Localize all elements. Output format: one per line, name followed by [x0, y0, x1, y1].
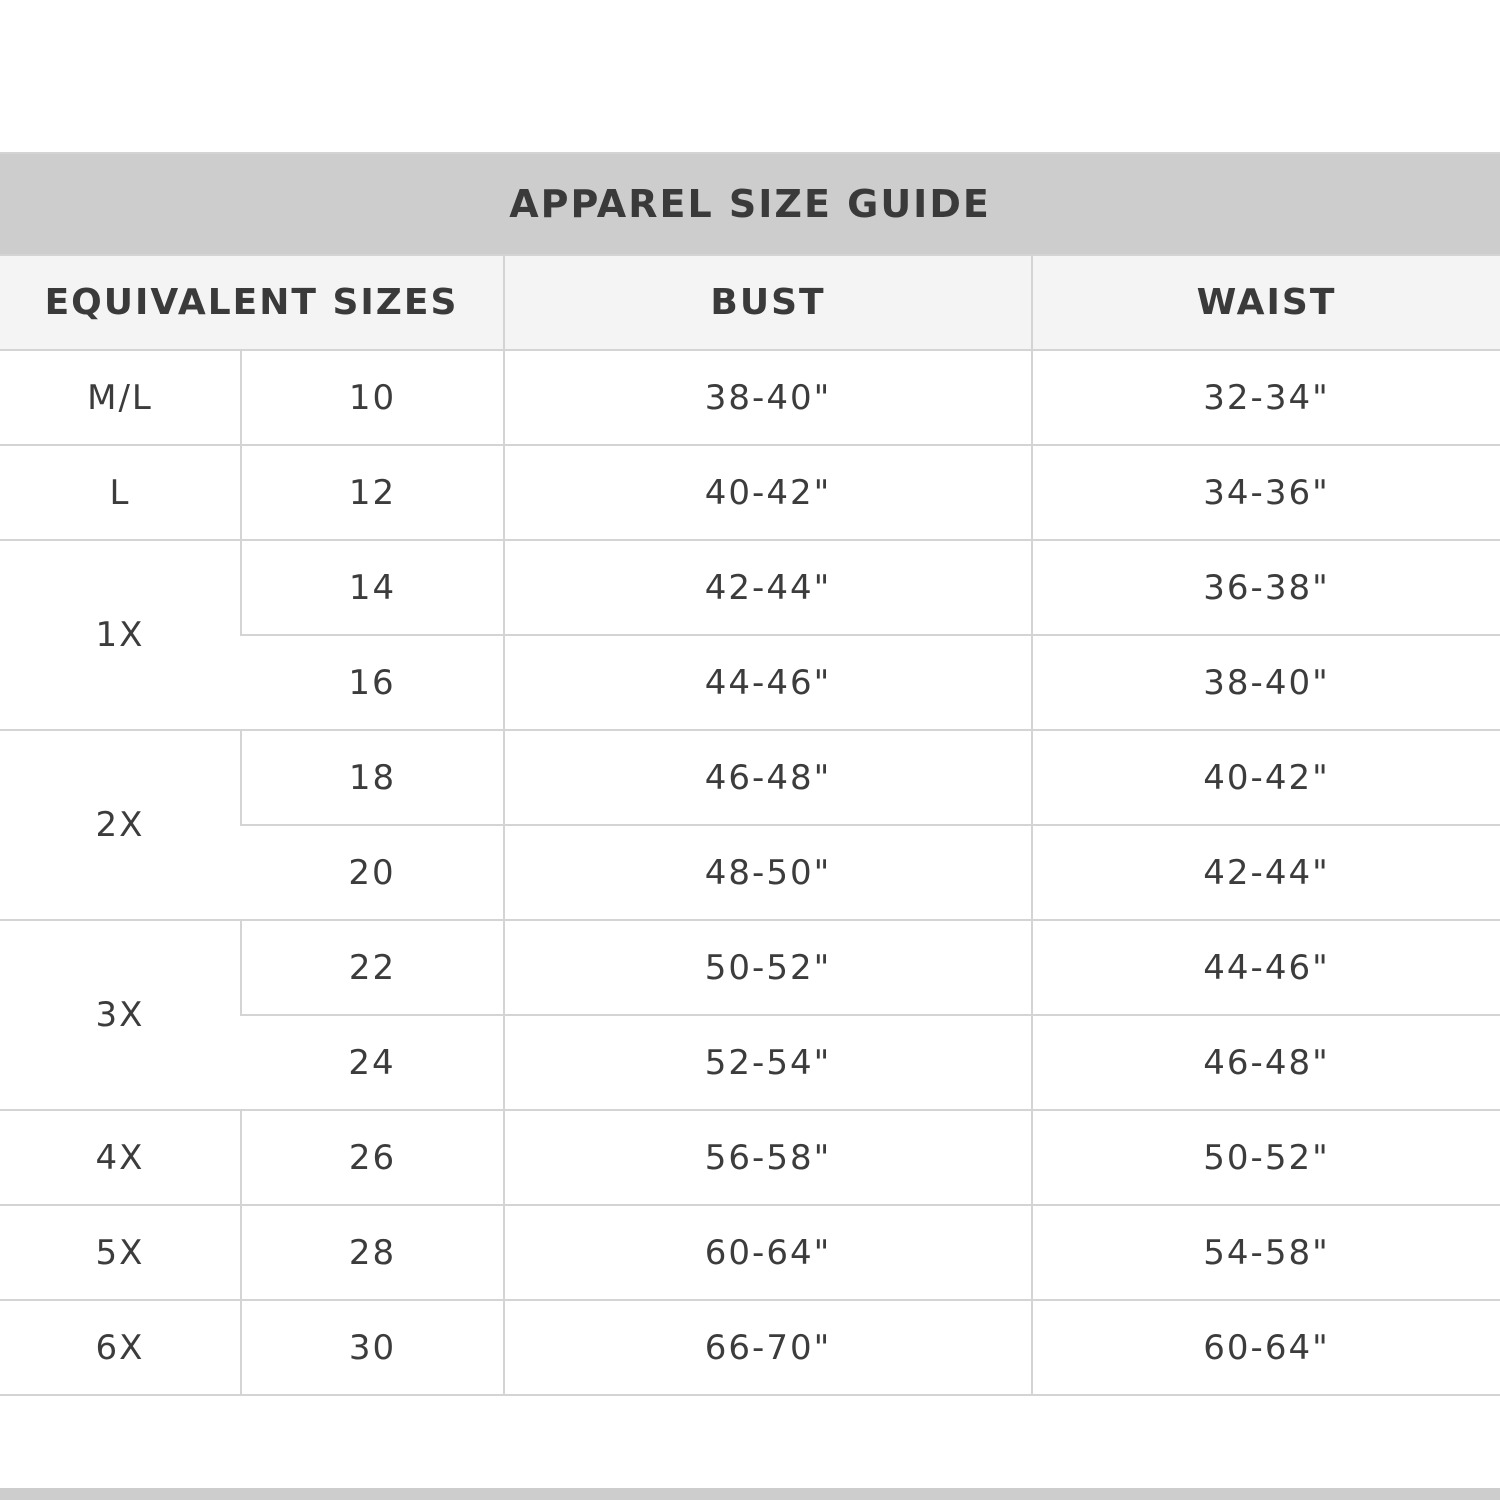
waist-cell: 42-44"	[1032, 825, 1500, 920]
header-row	[0, 255, 1500, 350]
numeric-size-cell: 18	[241, 730, 504, 825]
letter-size-cell: 6X	[0, 1300, 241, 1395]
table-row	[0, 920, 1500, 1015]
table-title: APPAREL SIZE GUIDE	[0, 153, 1500, 255]
bust-cell: 56-58"	[504, 1110, 1032, 1205]
waist-cell: 46-48"	[1032, 1015, 1500, 1110]
waist-cell: 40-42"	[1032, 730, 1500, 825]
waist-cell: 50-52"	[1032, 1110, 1500, 1205]
header-bust: BUST	[504, 255, 1032, 350]
bust-cell: 46-48"	[504, 730, 1032, 825]
letter-size-cell: 3X	[0, 920, 241, 1110]
letter-size-cell: M/L	[0, 350, 241, 445]
letter-size-cell: 5X	[0, 1205, 241, 1300]
numeric-size-cell: 30	[241, 1300, 504, 1395]
bust-cell: 38-40"	[504, 350, 1032, 445]
header-equivalent-sizes: EQUIVALENT SIZES	[0, 255, 504, 350]
bust-cell: 60-64"	[504, 1205, 1032, 1300]
title-row	[0, 153, 1500, 255]
table-row	[0, 1205, 1500, 1300]
numeric-size-cell: 22	[241, 920, 504, 1015]
bust-cell: 52-54"	[504, 1015, 1032, 1110]
waist-cell: 54-58"	[1032, 1205, 1500, 1300]
numeric-size-cell: 20	[241, 825, 504, 920]
letter-size-cell: L	[0, 445, 241, 540]
numeric-size-cell: 14	[241, 540, 504, 635]
table-row	[0, 1300, 1500, 1395]
waist-cell: 38-40"	[1032, 635, 1500, 730]
size-guide-table-container	[0, 152, 1500, 1396]
numeric-size-cell: 12	[241, 445, 504, 540]
bust-cell: 44-46"	[504, 635, 1032, 730]
numeric-size-cell: 28	[241, 1205, 504, 1300]
size-guide-table	[0, 152, 1500, 1396]
letter-size-cell: 1X	[0, 540, 241, 730]
bust-cell: 40-42"	[504, 445, 1032, 540]
waist-cell: 44-46"	[1032, 920, 1500, 1015]
table-row	[0, 1110, 1500, 1205]
letter-size-cell: 2X	[0, 730, 241, 920]
waist-cell: 36-38"	[1032, 540, 1500, 635]
header-waist: WAIST	[1032, 255, 1500, 350]
bust-cell: 50-52"	[504, 920, 1032, 1015]
numeric-size-cell: 16	[241, 635, 504, 730]
bust-cell: 42-44"	[504, 540, 1032, 635]
letter-size-cell: 4X	[0, 1110, 241, 1205]
numeric-size-cell: 26	[241, 1110, 504, 1205]
bust-cell: 48-50"	[504, 825, 1032, 920]
numeric-size-cell: 10	[241, 350, 504, 445]
waist-cell: 60-64"	[1032, 1300, 1500, 1395]
bottom-divider	[0, 1488, 1500, 1500]
table-row	[0, 350, 1500, 445]
numeric-size-cell: 24	[241, 1015, 504, 1110]
waist-cell: 34-36"	[1032, 445, 1500, 540]
table-row	[0, 540, 1500, 635]
table-row	[0, 445, 1500, 540]
waist-cell: 32-34"	[1032, 350, 1500, 445]
table-row	[0, 730, 1500, 825]
bust-cell: 66-70"	[504, 1300, 1032, 1395]
